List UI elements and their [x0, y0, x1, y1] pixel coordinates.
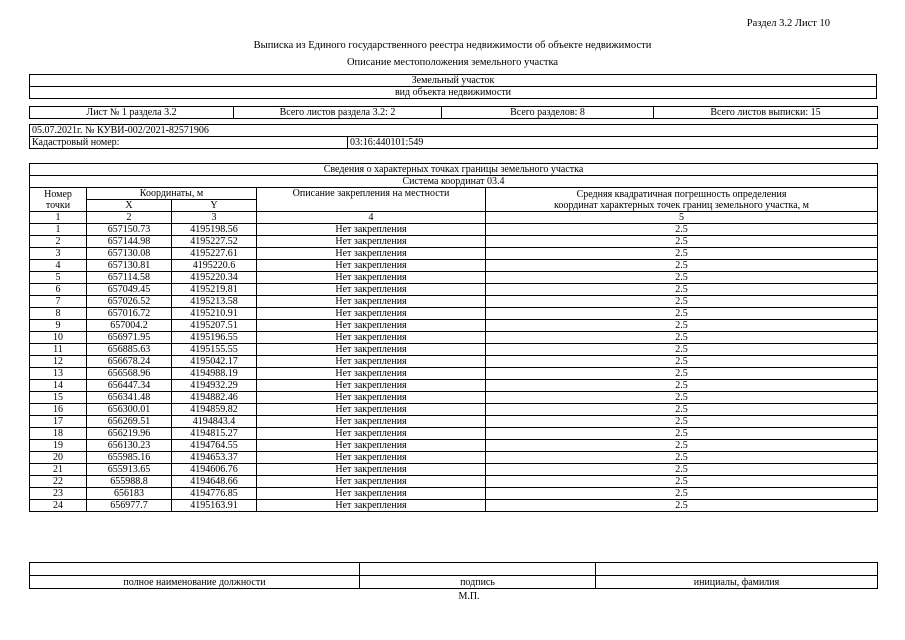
fixing-description: Нет закрепления — [257, 452, 486, 464]
coord-y: 4195220.34 — [172, 272, 257, 284]
table-row — [30, 236, 878, 248]
point-number: 6 — [30, 284, 87, 296]
coord-x: 656300.01 — [87, 404, 172, 416]
table-row — [30, 332, 878, 344]
signature-table — [29, 562, 878, 589]
total-sheets: Всего листов выписки: 15 — [654, 107, 878, 119]
sheets-in-section: Всего листов раздела 3.2: 2 — [234, 107, 442, 119]
name-blank — [596, 563, 878, 576]
coord-y: 4194859.82 — [172, 404, 257, 416]
position-error: 2.5 — [486, 236, 878, 248]
table-row — [30, 320, 878, 332]
name-label: инициалы, фамилия — [596, 576, 878, 589]
col-header-error-line1: Средняя квадратичная погрешность определения — [576, 188, 787, 200]
coord-y: 4195207.51 — [172, 320, 257, 332]
boundary-points-table — [29, 163, 878, 512]
position-error: 2.5 — [486, 452, 878, 464]
point-number: 15 — [30, 392, 87, 404]
position-error: 2.5 — [486, 344, 878, 356]
point-number: 12 — [30, 356, 87, 368]
position-error: 2.5 — [486, 248, 878, 260]
table-row — [30, 404, 878, 416]
date-and-number: 05.07.2021г. № КУВИ-002/2021-82571906 — [30, 125, 878, 137]
fixing-description: Нет закрепления — [257, 344, 486, 356]
col-header-number-line2: точки — [45, 199, 71, 211]
point-number: 18 — [30, 428, 87, 440]
document-info-table — [29, 124, 878, 149]
table-row — [30, 308, 878, 320]
column-index-row — [30, 212, 878, 224]
point-number: 4 — [30, 260, 87, 272]
total-sections: Всего разделов: 8 — [442, 107, 654, 119]
fixing-description: Нет закрепления — [257, 440, 486, 452]
table-row — [30, 488, 878, 500]
table-row — [30, 380, 878, 392]
coord-x: 656183 — [87, 488, 172, 500]
sheet-number: Лист № 1 раздела 3.2 — [30, 107, 234, 119]
position-error: 2.5 — [486, 272, 878, 284]
point-number: 14 — [30, 380, 87, 392]
points-body — [30, 224, 878, 512]
point-number: 24 — [30, 500, 87, 512]
col-header-error — [486, 188, 878, 212]
fixing-description: Нет закрепления — [257, 368, 486, 380]
position-error: 2.5 — [486, 464, 878, 476]
point-number: 21 — [30, 464, 87, 476]
position-error: 2.5 — [486, 404, 878, 416]
col-header-y: Y — [172, 200, 257, 212]
fixing-description: Нет закрепления — [257, 488, 486, 500]
coord-y: 4195042.17 — [172, 356, 257, 368]
page-reference: Раздел 3.2 Лист 10 — [746, 18, 830, 29]
coordinate-system: Система координат 03.4 — [30, 176, 878, 188]
col-header-x: X — [87, 200, 172, 212]
table-row — [30, 440, 878, 452]
coord-y: 4194776.85 — [172, 488, 257, 500]
coord-x: 657114.58 — [87, 272, 172, 284]
point-number: 22 — [30, 476, 87, 488]
coord-y: 4194882.46 — [172, 392, 257, 404]
fixing-description: Нет закрепления — [257, 416, 486, 428]
coord-y: 4195227.61 — [172, 248, 257, 260]
point-number: 19 — [30, 440, 87, 452]
col-header-error-line2: координат характерных точек границ земельного участка, м — [554, 199, 809, 211]
coord-x: 656130.23 — [87, 440, 172, 452]
position-error: 2.5 — [486, 320, 878, 332]
coord-y: 4195155.55 — [172, 344, 257, 356]
coord-x: 656885.63 — [87, 344, 172, 356]
col-index: 2 — [87, 212, 172, 224]
table-row — [30, 452, 878, 464]
col-index: 4 — [257, 212, 486, 224]
cadastral-number: 03:16:440101:549 — [348, 137, 878, 149]
coord-y: 4195198.56 — [172, 224, 257, 236]
position-error: 2.5 — [486, 380, 878, 392]
table-row — [30, 272, 878, 284]
position-error: 2.5 — [486, 332, 878, 344]
coord-y: 4194606.76 — [172, 464, 257, 476]
fixing-description: Нет закрепления — [257, 392, 486, 404]
coord-y: 4194653.37 — [172, 452, 257, 464]
coord-x: 656568.96 — [87, 368, 172, 380]
fixing-description: Нет закрепления — [257, 284, 486, 296]
table-row — [30, 260, 878, 272]
object-type-label: вид объекта недвижимости — [30, 87, 877, 99]
coord-y: 4195210.91 — [172, 308, 257, 320]
position-label: полное наименование должности — [30, 576, 360, 589]
coord-x: 657049.45 — [87, 284, 172, 296]
point-number: 16 — [30, 404, 87, 416]
coord-x: 656678.24 — [87, 356, 172, 368]
col-header-number-line1: Номер — [44, 188, 72, 200]
fixing-description: Нет закрепления — [257, 320, 486, 332]
point-number: 3 — [30, 248, 87, 260]
coord-y: 4194815.27 — [172, 428, 257, 440]
coord-x: 657004.2 — [87, 320, 172, 332]
fixing-description: Нет закрепления — [257, 500, 486, 512]
parcel-type-table — [29, 74, 877, 99]
position-error: 2.5 — [486, 284, 878, 296]
fixing-description: Нет закрепления — [257, 296, 486, 308]
table-row — [30, 344, 878, 356]
point-number: 23 — [30, 488, 87, 500]
point-number: 5 — [30, 272, 87, 284]
fixing-description: Нет закрепления — [257, 332, 486, 344]
position-error: 2.5 — [486, 224, 878, 236]
table-row — [30, 500, 878, 512]
position-error: 2.5 — [486, 308, 878, 320]
coord-y: 4195220.6 — [172, 260, 257, 272]
col-index: 1 — [30, 212, 87, 224]
col-index: 5 — [486, 212, 878, 224]
coord-x: 656269.51 — [87, 416, 172, 428]
point-number: 8 — [30, 308, 87, 320]
coord-x: 656447.34 — [87, 380, 172, 392]
table-row — [30, 428, 878, 440]
position-error: 2.5 — [486, 440, 878, 452]
table-row — [30, 356, 878, 368]
coord-x: 656219.96 — [87, 428, 172, 440]
table-row — [30, 284, 878, 296]
point-number: 20 — [30, 452, 87, 464]
fixing-description: Нет закрепления — [257, 272, 486, 284]
fixing-description: Нет закрепления — [257, 224, 486, 236]
coord-x: 657016.72 — [87, 308, 172, 320]
coord-y: 4195227.52 — [172, 236, 257, 248]
coord-x: 657144.98 — [87, 236, 172, 248]
signature-blank — [360, 563, 596, 576]
col-header-fixing: Описание закрепления на местности — [257, 188, 486, 212]
position-error: 2.5 — [486, 428, 878, 440]
coord-x: 655985.16 — [87, 452, 172, 464]
document-subtitle: Описание местоположения земельного участка — [346, 57, 559, 68]
position-error: 2.5 — [486, 368, 878, 380]
position-error: 2.5 — [486, 296, 878, 308]
fixing-description: Нет закрепления — [257, 236, 486, 248]
position-error: 2.5 — [486, 356, 878, 368]
document-title: Выписка из Единого государственного реестра недвижимости об объекте недвижимости — [253, 40, 652, 51]
position-blank — [30, 563, 360, 576]
table-row — [30, 476, 878, 488]
fixing-description: Нет закрепления — [257, 308, 486, 320]
col-header-number — [30, 188, 87, 212]
col-header-coords: Координаты, м — [87, 188, 257, 200]
point-number: 10 — [30, 332, 87, 344]
coord-y: 4195163.91 — [172, 500, 257, 512]
point-number: 17 — [30, 416, 87, 428]
coord-y: 4194932.29 — [172, 380, 257, 392]
coord-x: 657026.52 — [87, 296, 172, 308]
cadastral-label: Кадастровый номер: — [30, 137, 348, 149]
point-number: 7 — [30, 296, 87, 308]
fixing-description: Нет закрепления — [257, 248, 486, 260]
sheet-info-table — [29, 106, 878, 119]
position-error: 2.5 — [486, 476, 878, 488]
position-error: 2.5 — [486, 392, 878, 404]
object-name: Земельный участок — [30, 75, 877, 87]
coord-x: 657130.08 — [87, 248, 172, 260]
coord-y: 4194988.19 — [172, 368, 257, 380]
coord-y: 4194843.4 — [172, 416, 257, 428]
table-row — [30, 464, 878, 476]
coord-x: 655913.65 — [87, 464, 172, 476]
fixing-description: Нет закрепления — [257, 476, 486, 488]
coord-y: 4195213.58 — [172, 296, 257, 308]
table-row — [30, 416, 878, 428]
fixing-description: Нет закрепления — [257, 464, 486, 476]
table-row — [30, 296, 878, 308]
table-row — [30, 224, 878, 236]
fixing-description: Нет закрепления — [257, 404, 486, 416]
fixing-description: Нет закрепления — [257, 428, 486, 440]
fixing-description: Нет закрепления — [257, 380, 486, 392]
point-number: 9 — [30, 320, 87, 332]
position-error: 2.5 — [486, 500, 878, 512]
point-number: 1 — [30, 224, 87, 236]
fixing-description: Нет закрепления — [257, 260, 486, 272]
coord-y: 4195196.55 — [172, 332, 257, 344]
position-error: 2.5 — [486, 260, 878, 272]
coord-x: 655988.8 — [87, 476, 172, 488]
coord-y: 4194764.55 — [172, 440, 257, 452]
coord-x: 656341.48 — [87, 392, 172, 404]
coord-y: 4194648.66 — [172, 476, 257, 488]
position-error: 2.5 — [486, 488, 878, 500]
points-table-title: Сведения о характерных точках границы земельного участка — [30, 164, 878, 176]
coord-x: 656977.7 — [87, 500, 172, 512]
coord-x: 656971.95 — [87, 332, 172, 344]
stamp-place: М.П. — [458, 591, 480, 602]
coord-x: 657150.73 — [87, 224, 172, 236]
table-row — [30, 368, 878, 380]
signature-label: подпись — [360, 576, 596, 589]
point-number: 13 — [30, 368, 87, 380]
table-row — [30, 248, 878, 260]
coord-x: 657130.81 — [87, 260, 172, 272]
point-number: 2 — [30, 236, 87, 248]
position-error: 2.5 — [486, 416, 878, 428]
coord-y: 4195219.81 — [172, 284, 257, 296]
col-index: 3 — [172, 212, 257, 224]
point-number: 11 — [30, 344, 87, 356]
fixing-description: Нет закрепления — [257, 356, 486, 368]
table-row — [30, 392, 878, 404]
